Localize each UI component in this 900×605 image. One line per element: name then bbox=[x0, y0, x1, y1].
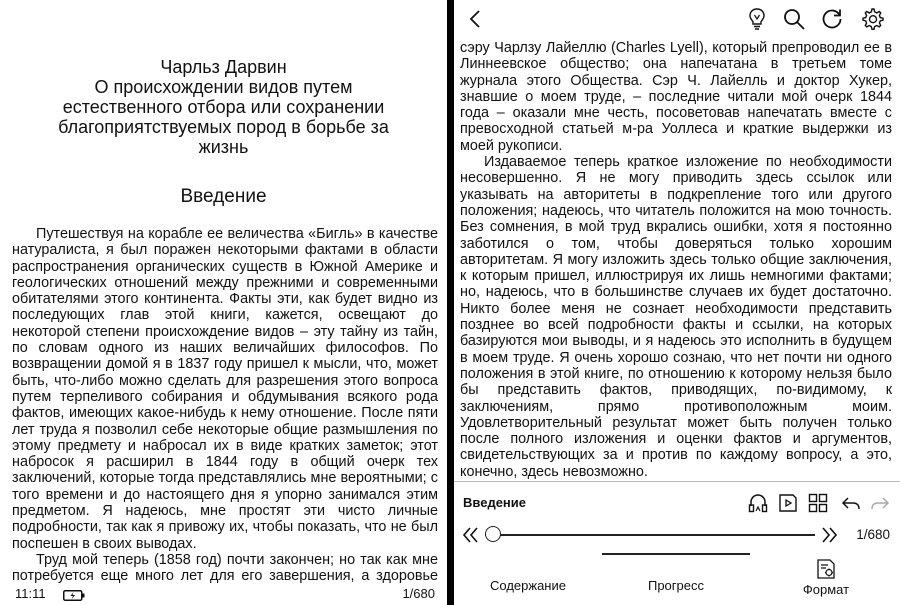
battery-icon bbox=[63, 588, 85, 605]
undo-button[interactable] bbox=[839, 491, 863, 515]
active-tab-indicator bbox=[602, 553, 750, 555]
tab-contents[interactable]: Содержание bbox=[490, 578, 566, 593]
back-arrow-icon bbox=[464, 8, 486, 30]
slideshow-icon bbox=[777, 492, 799, 514]
left-page[interactable] bbox=[0, 0, 447, 605]
slideshow-button[interactable] bbox=[776, 491, 800, 515]
tab-progress[interactable]: Прогресс bbox=[647, 578, 704, 593]
grid-button[interactable] bbox=[806, 491, 830, 515]
undo-icon bbox=[840, 492, 862, 514]
paragraph: Издаваемое теперь краткое изложение по необходимости несовершенно. Я не могу приводить здесь ссылок или указывать на авторитеты в подкрепление того или другого положения; надеюсь, что читатель положится на мою точность. Без сомнения, в мой труд вкрались ошибки, хотя я постоянно заботился о том, чтобы доверяться только хорошим авторитетам. Я могу изложить здесь только общие заключения, к которым пришел, иллюстрируя их лишь немногими фактами; но, надеюсь, что в большинстве случаев их будет достаточно. Никто более меня не сознает необходимости представить позднее во всей подробности факты и ссылки, на которых базируются мои выводы, и я надеюсь это исполнить в будущем в моем труде. Я очень хорошо сознаю, что нет почти ни одного положения в этой книге, по отношению к которому нельзя было бы представить фактов, приводящих, по-видимому, к заключениям, прямо противоположным моим. Удовлетворительный результат может быть получен только после полного изложения и оценки фактов и аргументов, свидетельствующих за и против по каждому вопросу, а это, конечно, здесь невозможно. bbox=[460, 154, 892, 480]
clock: 11:11 bbox=[15, 586, 46, 601]
format-icon bbox=[815, 558, 837, 580]
redo-button[interactable] bbox=[868, 491, 892, 515]
book-title bbox=[20, 57, 427, 157]
back-button[interactable] bbox=[462, 6, 488, 32]
paragraph: Труд мой теперь (1858 год) почти закончен; но так как мне потребуется еще много лет для его завершения, а здоровье bbox=[12, 551, 438, 585]
title-line: Чарльз Дарвин bbox=[160, 57, 287, 77]
search-icon bbox=[782, 7, 806, 31]
progress-slider-thumb[interactable] bbox=[485, 526, 501, 542]
left-page-text bbox=[12, 226, 438, 586]
page-divider bbox=[447, 0, 454, 605]
lightbulb-icon bbox=[746, 7, 768, 31]
right-page[interactable] bbox=[454, 0, 900, 605]
headphones-icon bbox=[747, 492, 769, 514]
right-page-text bbox=[460, 40, 892, 480]
title-line: О происхождении видов путем bbox=[94, 77, 353, 97]
title-line: естественного отбора или сохранении bbox=[62, 97, 385, 117]
title-line: благоприятствуемых пород в борьбе за bbox=[58, 117, 389, 137]
redo-icon bbox=[869, 492, 891, 514]
audio-button[interactable] bbox=[746, 491, 770, 515]
refresh-icon bbox=[820, 7, 844, 31]
paragraph: сэру Чарлзу Лайеллю (Charles Lyell), который препроводил ее в Линнеевское общество; она напечатана в третьем томе журнала этого Общества. Сэр Ч. Лайелль и доктор Хукер, знавшие о моем труде, – последние читали мой очерк 1844 года – оказали мне честь, посоветовав напечатать вместе с превосходной статьей м-ра Уоллеса и краткие выдержки из моей рукописи. bbox=[460, 40, 892, 154]
search-button[interactable] bbox=[781, 6, 807, 32]
double-chevron-left-icon bbox=[460, 525, 482, 545]
chapter-heading: Введение bbox=[180, 186, 267, 207]
settings-button[interactable] bbox=[860, 6, 886, 32]
current-chapter[interactable]: Введение bbox=[463, 495, 526, 510]
reading-panel bbox=[454, 481, 900, 605]
refresh-button[interactable] bbox=[819, 6, 845, 32]
status-bar bbox=[0, 583, 447, 605]
gear-icon bbox=[861, 7, 885, 31]
tab-format-label: Формат bbox=[802, 582, 850, 597]
grid-icon bbox=[807, 492, 829, 514]
progress-slider[interactable] bbox=[485, 534, 815, 536]
next-chapter-button[interactable] bbox=[818, 525, 840, 545]
page-counter: 1/680 bbox=[856, 527, 890, 542]
double-chevron-right-icon bbox=[818, 525, 840, 545]
page-number: 1/680 bbox=[402, 586, 435, 601]
paragraph: Путешествуя на корабле ее величества «Бигль» в качестве натуралиста, я был поражен некоторыми фактами в области распространения органических существ в Южной Америке и геологических отношений между прежними и современными обитателями этого континента. Факты эти, как будет видно из последующих глав этой книги, кажется, освещают до некоторой степени происхождение видов – эту тайну из тайн, по словам одного из наших величайших философов. По возвращении домой я в 1837 году пришел к мысли, что, может быть, что-либо можно сделать для разрешения этого вопроса путем терпеливого собирания и обдумывания всякого рода фактов, имеющих какое-нибудь к нему отношение. После пяти лет труда я позволил себе некоторые общие размышления по этому предмету и набросал их в виде кратких заметок; этот набросок я расширил в 1844 году в общий очерк тех заключений, которые тогда представлялись мне вероятными; с того времени и до настоящего дня я упорно занимался этим предметом. Я надеюсь, мне простят эти чисто личные подробности, так как я привожу их, чтобы показать, что не был поспешен в своих выводах. bbox=[12, 226, 438, 552]
title-line: жизнь bbox=[198, 137, 249, 157]
top-toolbar bbox=[454, 0, 900, 38]
previous-chapter-button[interactable] bbox=[460, 525, 482, 545]
idea-button[interactable] bbox=[744, 6, 770, 32]
tab-format[interactable] bbox=[752, 558, 900, 604]
